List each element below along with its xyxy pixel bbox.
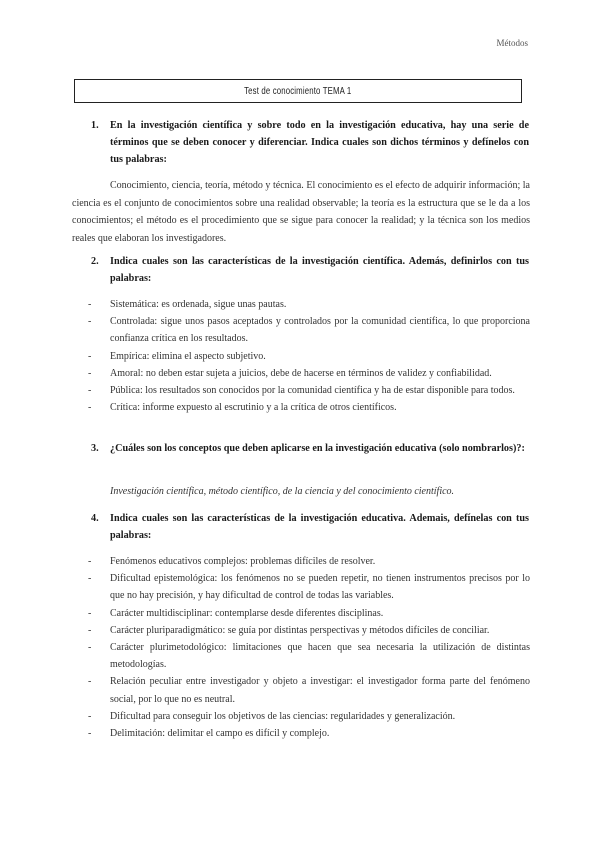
list-item: - Dificultad para conseguir los objetivos de las ciencias: regularidades y generalización.: [72, 708, 530, 725]
question-text: Indica cuales son las características de la investigación educativa. Ademais, defínelas con tus palabras:: [110, 513, 529, 541]
dash-bullet: -: [88, 367, 92, 379]
question-text: Indica cuales son las características de la investigación científica. Además, definirlos con tus palabras:: [110, 256, 529, 284]
question-3: [91, 440, 529, 457]
question-1: [91, 117, 529, 168]
list-item: - Carácter plurimetodológico: limitaciones que hacen que sea necesaria la utilización de distintas metodologías.: [72, 639, 530, 673]
running-header: Métodos: [496, 38, 528, 48]
list-item: - Empírica: elimina el aspecto subjetivo.: [72, 348, 530, 365]
dash-bullet: -: [88, 402, 92, 414]
question-4: [91, 510, 529, 544]
list-item: - Carácter pluriparadigmático: se guía por distintas perspectivas y métodos difíciles de conciliar.: [72, 622, 530, 639]
list-item: - Amoral: no deben estar sujeta a juicios, debe de hacerse en términos de validez y confiabilidad.: [72, 365, 530, 382]
dash-bullet: -: [88, 676, 92, 688]
question-2: [91, 253, 529, 287]
question-number: 3.: [91, 443, 99, 454]
characteristics-list-educational: [72, 553, 530, 742]
question-text: En la investigación científica y sobre todo en la investigación educativa, hay una serie de términos que se deben conocer y diferenciar. Indica cuales son dichos términos y defínelos con tus palabras:: [110, 120, 529, 165]
list-item: - Delimitación: delimitar el campo es difícil y complejo.: [72, 725, 530, 742]
dash-bullet: -: [88, 556, 92, 567]
list-item: - Relación peculiar entre investigador y objeto a investigar: el investigador forma parte del fenómeno social, por lo que no es neutral.: [72, 673, 530, 707]
dash-bullet: -: [88, 607, 92, 619]
question-number: 2.: [91, 256, 99, 267]
dash-bullet: -: [88, 385, 92, 397]
dash-bullet: -: [88, 299, 92, 310]
list-item: - Dificultad epistemológica: los fenómenos no se pueden repetir, no tienen instrumentos precisos por lo que no hay precisión, y hay dificultad de control de todas las variables.: [72, 570, 530, 604]
dash-bullet: -: [88, 350, 92, 362]
dash-bullet: -: [88, 710, 92, 722]
dash-bullet: -: [88, 573, 92, 585]
characteristics-list-scientific: [72, 296, 530, 416]
question-number: 1.: [91, 120, 99, 131]
list-item: - Carácter multidisciplinar: contemplarse desde diferentes disciplinas.: [72, 605, 530, 622]
question-number: 4.: [91, 513, 99, 524]
dash-bullet: -: [88, 642, 92, 654]
answer-3: Investigación científica, método científico, de la ciencia y del conocimiento científico.: [110, 486, 455, 497]
dash-bullet: -: [88, 728, 92, 740]
dash-bullet: -: [88, 624, 92, 636]
question-text: ¿Cuáles son los conceptos que deben aplicarse en la investigación educativa (solo nombrarlos)?:: [110, 443, 525, 454]
list-item: - Sistemática: es ordenada, sigue unas pautas.: [72, 296, 530, 313]
list-item: - Fenómenos educativos complejos: problemas difíciles de resolver.: [72, 553, 530, 570]
dash-bullet: -: [88, 316, 92, 328]
title-box: [74, 79, 522, 103]
list-item: - Pública: los resultados son conocidos por la comunidad científica y ha de estar disponible para todos.: [72, 382, 530, 399]
document-title: Test de conocimiento TEMA 1: [244, 85, 352, 97]
list-item: - Crítica: informe expuesto al escrutinio y a la crítica de otros científicos.: [72, 399, 530, 416]
list-item: - Controlada: sigue unos pasos aceptados y controlados por la comunidad científica, lo que proporciona confianza crítica en los resultados.: [72, 313, 530, 347]
answer-1: Conocimiento, ciencia, teoría, método y técnica. El conocimiento es el efecto de adquirir información; la ciencia es el conjunto de conocimientos sobre una realidad observable; la teoría es la estructura que se le da a los conocimientos; el método es el procedimiento que se sigue para conocer la realidad; y la técnica son los medios reales que elaboran los investigadores.: [72, 180, 530, 244]
